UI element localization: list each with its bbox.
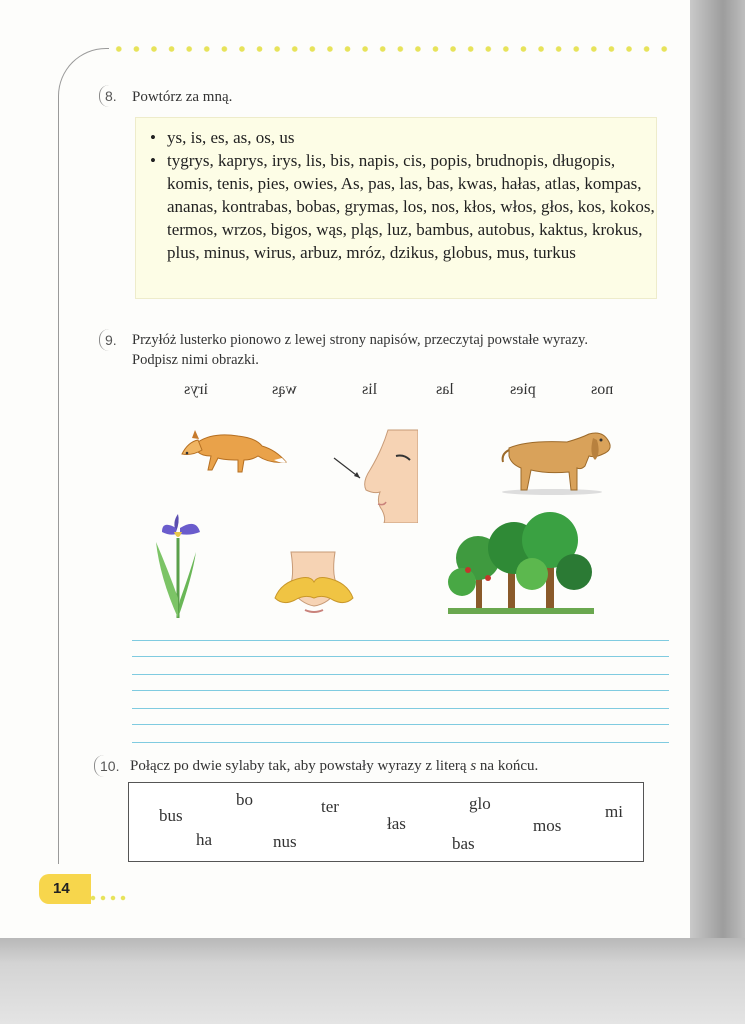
exercise-9-instruction-line1: Przyłóż lusterko pionowo z lewej strony napisów, przeczytaj powstałe wyrazy. bbox=[132, 332, 588, 348]
syllable-box bbox=[128, 782, 644, 862]
writing-line bbox=[132, 674, 669, 675]
exercise-8-instruction: Powtórz za mną. bbox=[132, 89, 233, 105]
mirrored-word-las: las bbox=[436, 381, 454, 398]
writing-line bbox=[132, 656, 669, 657]
mirrored-word-was: wąs bbox=[272, 381, 297, 398]
syllable: ter bbox=[321, 797, 339, 816]
syllable: bo bbox=[236, 790, 253, 809]
scan-bottom-margin bbox=[0, 938, 745, 1024]
forest-icon bbox=[448, 512, 594, 614]
syllable: łas bbox=[387, 814, 406, 833]
exercise-10-number: 10. bbox=[100, 758, 120, 774]
page-fold-shadow bbox=[690, 0, 745, 938]
word-list: • tygrys, kaprys, irys, lis, bis, napis, cis, popis, brudnopis, długopis, komis, tenis, pies, owies, As, pas, las, bas, kwas, hałas, atlas, kompas, ananas, kontrabas, bobas, grymas, los, nos, kłos, włos, głos, kos, kokos, termos, wrzos, bigos, wąs, pląs, luz, bambus, autobus, kaktus, krokus, plus, minus, wirus, arbuz, mróz, dzikus, globus, mus, turkus bbox=[150, 149, 656, 264]
exercise-8-number: 8. bbox=[105, 88, 117, 104]
exercise-9-instruction bbox=[132, 330, 672, 370]
syllable: nus bbox=[273, 832, 297, 851]
writing-line bbox=[132, 690, 669, 691]
dog-icon bbox=[497, 428, 615, 496]
mirrored-word-pies: pies bbox=[510, 381, 536, 398]
syllable-list: • ys, is, es, as, os, us bbox=[150, 126, 656, 149]
syllable: ha bbox=[196, 830, 213, 849]
writing-line bbox=[132, 640, 669, 641]
fox-icon bbox=[178, 420, 288, 475]
decorative-dot-row bbox=[110, 44, 675, 54]
moustache-icon bbox=[271, 548, 357, 620]
exercise-10-instruction-text: Połącz po dwie sylaby tak, aby powstały wyrazy z literą bbox=[130, 758, 471, 774]
mirrored-word-lis: lis bbox=[362, 381, 378, 398]
page-number: 14 bbox=[39, 874, 91, 904]
nose-icon bbox=[330, 428, 418, 523]
page-number-dots bbox=[88, 895, 128, 901]
exercise-10-letter: s bbox=[470, 758, 477, 774]
syllable: mi bbox=[605, 802, 623, 821]
writing-line bbox=[132, 708, 669, 709]
margin-line bbox=[58, 48, 109, 864]
syllable: glo bbox=[469, 794, 491, 813]
exercise-8-word-box bbox=[135, 117, 657, 299]
exercise-10-instruction-end: na końcu. bbox=[476, 758, 539, 774]
exercise-9-number: 9. bbox=[105, 332, 117, 348]
exercise-9-instruction-line2: Podpisz nimi obrazki. bbox=[132, 352, 259, 368]
mirrored-word-irys: irys bbox=[184, 381, 208, 398]
mirrored-word-nos: nos bbox=[591, 381, 614, 398]
syllable: bas bbox=[452, 834, 475, 853]
writing-line bbox=[132, 742, 669, 743]
syllable: mos bbox=[533, 816, 562, 835]
iris-flower-icon bbox=[152, 508, 206, 620]
syllable: bus bbox=[159, 806, 183, 825]
exercise-10-instruction bbox=[130, 756, 538, 776]
writing-line bbox=[132, 724, 669, 725]
